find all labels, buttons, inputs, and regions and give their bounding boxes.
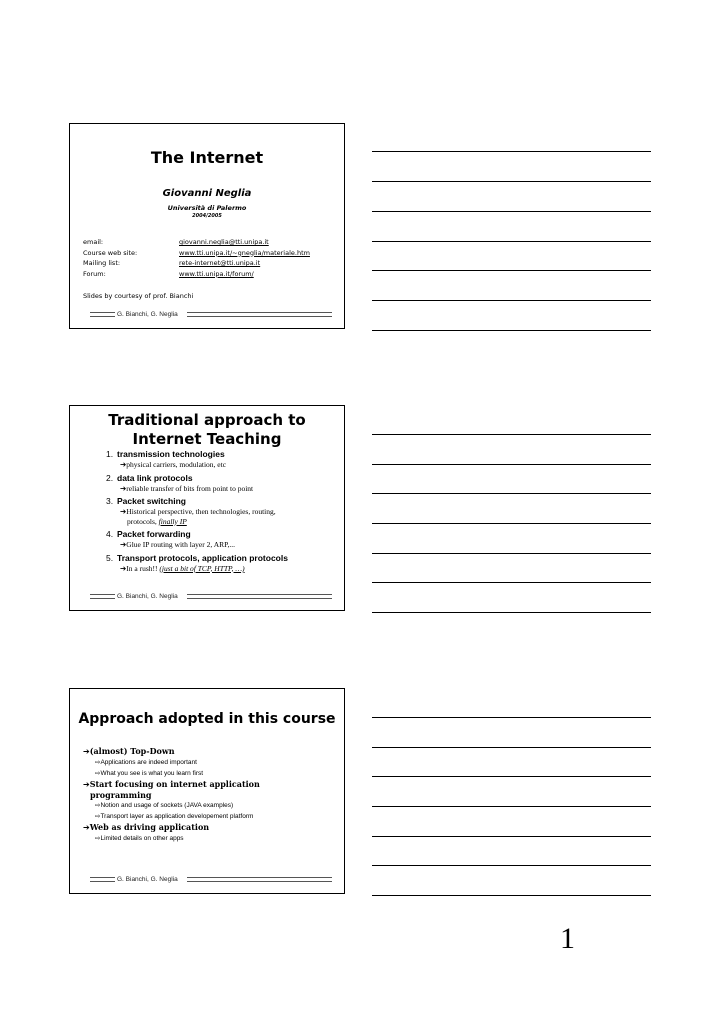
page-number: 1 [560, 922, 575, 955]
approach-list [83, 746, 338, 844]
affiliation: Università di Palermo [167, 204, 247, 212]
contact-list [83, 237, 310, 279]
right-arrow-icon: ➔ [120, 507, 127, 516]
slide-title: Approach adopted in this course [78, 711, 336, 727]
forum-link[interactable]: www.tti.unipa.it/forum/ [179, 269, 254, 278]
list-subitem: ⇨Limited details on other apps [95, 834, 184, 842]
list-subitem: ⇨What you see is what you learn first [95, 769, 204, 777]
list-item: 2. data link protocols [106, 472, 193, 483]
footer-rule [90, 594, 115, 599]
notes-line [372, 865, 651, 866]
notes-line [372, 582, 651, 583]
outline-right-arrow-icon: ⇨ [95, 834, 101, 842]
notes-line [372, 270, 651, 271]
slide-footer [90, 875, 332, 885]
list-subitem: ➔In a rush!! (just a bit of TCP, HTTP, …) [120, 563, 245, 573]
list-subitem: ➔Glue IP routing with layer 2, ARP,... [120, 540, 235, 549]
slide-footer [90, 592, 332, 602]
notes-line [372, 300, 651, 301]
footer-rule [187, 312, 332, 317]
notes-line [372, 895, 651, 896]
slide-title: The Internet [150, 148, 264, 167]
notes-line [372, 836, 651, 837]
list-subitem: ➔physical carriers, modulation, etc [120, 460, 227, 469]
notes-line [372, 211, 651, 212]
outline-right-arrow-icon: ⇨ [95, 769, 101, 777]
list-subitem: ⇨Transport layer as application developement platform [95, 812, 254, 820]
outline-right-arrow-icon: ⇨ [95, 812, 101, 820]
contact-row [83, 248, 310, 259]
contact-label: email: [83, 238, 104, 246]
contact-label: Mailing list: [83, 259, 121, 267]
notes-line [372, 747, 651, 748]
right-arrow-icon: ➔ [83, 747, 90, 756]
list-subitem: ➔Historical perspective, then technologies, routing, protocols, finally IP [120, 507, 276, 526]
mailing-list-link[interactable]: rete-internet@tti.unipa.it [179, 259, 261, 267]
credit-text: Slides by courtesy of prof. Bianchi [83, 292, 194, 300]
footer-text: G. Bianchi, G. Neglia [117, 311, 178, 318]
footer-rule [187, 877, 332, 882]
title-line: Internet Teaching [132, 430, 282, 448]
notes-line [372, 776, 651, 777]
list-item: ➔Web as driving application [83, 822, 210, 832]
slide-course-approach [69, 688, 345, 894]
footer-rule [90, 877, 115, 882]
list-subitem: ⇨Applications are indeed important [95, 758, 197, 766]
outline-right-arrow-icon: ⇨ [95, 758, 101, 766]
notes-line [372, 330, 651, 331]
contact-row [83, 237, 310, 248]
right-arrow-icon: ➔ [83, 823, 90, 832]
slide-footer [90, 310, 332, 320]
title-line: Traditional approach to [108, 411, 306, 429]
notes-line [372, 493, 651, 494]
slide-title-internet [69, 123, 345, 329]
right-arrow-icon: ➔ [120, 483, 127, 493]
contact-label: Course web site: [83, 248, 138, 257]
notes-line [372, 151, 651, 152]
footer-text: G. Bianchi, G. Neglia [117, 593, 178, 600]
list-item: 4. Packet forwarding [106, 529, 191, 539]
footer-text: G. Bianchi, G. Neglia [117, 876, 178, 883]
notes-line [372, 612, 651, 613]
author-name: Giovanni Neglia [162, 188, 252, 199]
course-site-link[interactable]: www.tti.unipa.it/~gneglia/materiale.htm [179, 248, 310, 257]
topic-list [106, 449, 338, 576]
contact-row [83, 269, 310, 280]
contact-label: Forum: [83, 269, 106, 278]
footer-rule [90, 312, 115, 317]
email-link[interactable]: giovanni.neglia@tti.unipa.it [179, 238, 269, 246]
list-item: 5. Transport protocols, application protocols [106, 552, 288, 563]
list-subitem: ➔reliable transfer of bits from point to point [120, 483, 254, 493]
academic-year: 2004/2005 [192, 213, 222, 219]
notes-line [372, 181, 651, 182]
list-item: ➔Start focusing on internet application programming [83, 779, 260, 800]
contact-row [83, 258, 310, 269]
outline-right-arrow-icon: ⇨ [95, 801, 101, 809]
notes-line [372, 434, 651, 435]
list-item: 1. transmission technologies [106, 449, 225, 459]
slide-title [70, 411, 344, 449]
list-subitem: ⇨Notion and usage of sockets (JAVA examples) [95, 801, 234, 809]
list-item: ➔(almost) Top-Down [83, 746, 175, 756]
notes-line [372, 241, 651, 242]
right-arrow-icon: ➔ [120, 563, 127, 573]
notes-line [372, 464, 651, 465]
right-arrow-icon: ➔ [120, 460, 127, 469]
notes-line [372, 553, 651, 554]
list-item: 3. Packet switching [106, 496, 186, 506]
right-arrow-icon: ➔ [120, 540, 127, 549]
notes-line [372, 717, 651, 718]
footer-rule [187, 594, 332, 599]
notes-line [372, 523, 651, 524]
right-arrow-icon: ➔ [83, 780, 90, 789]
notes-line [372, 806, 651, 807]
slide-traditional-approach [69, 405, 345, 611]
